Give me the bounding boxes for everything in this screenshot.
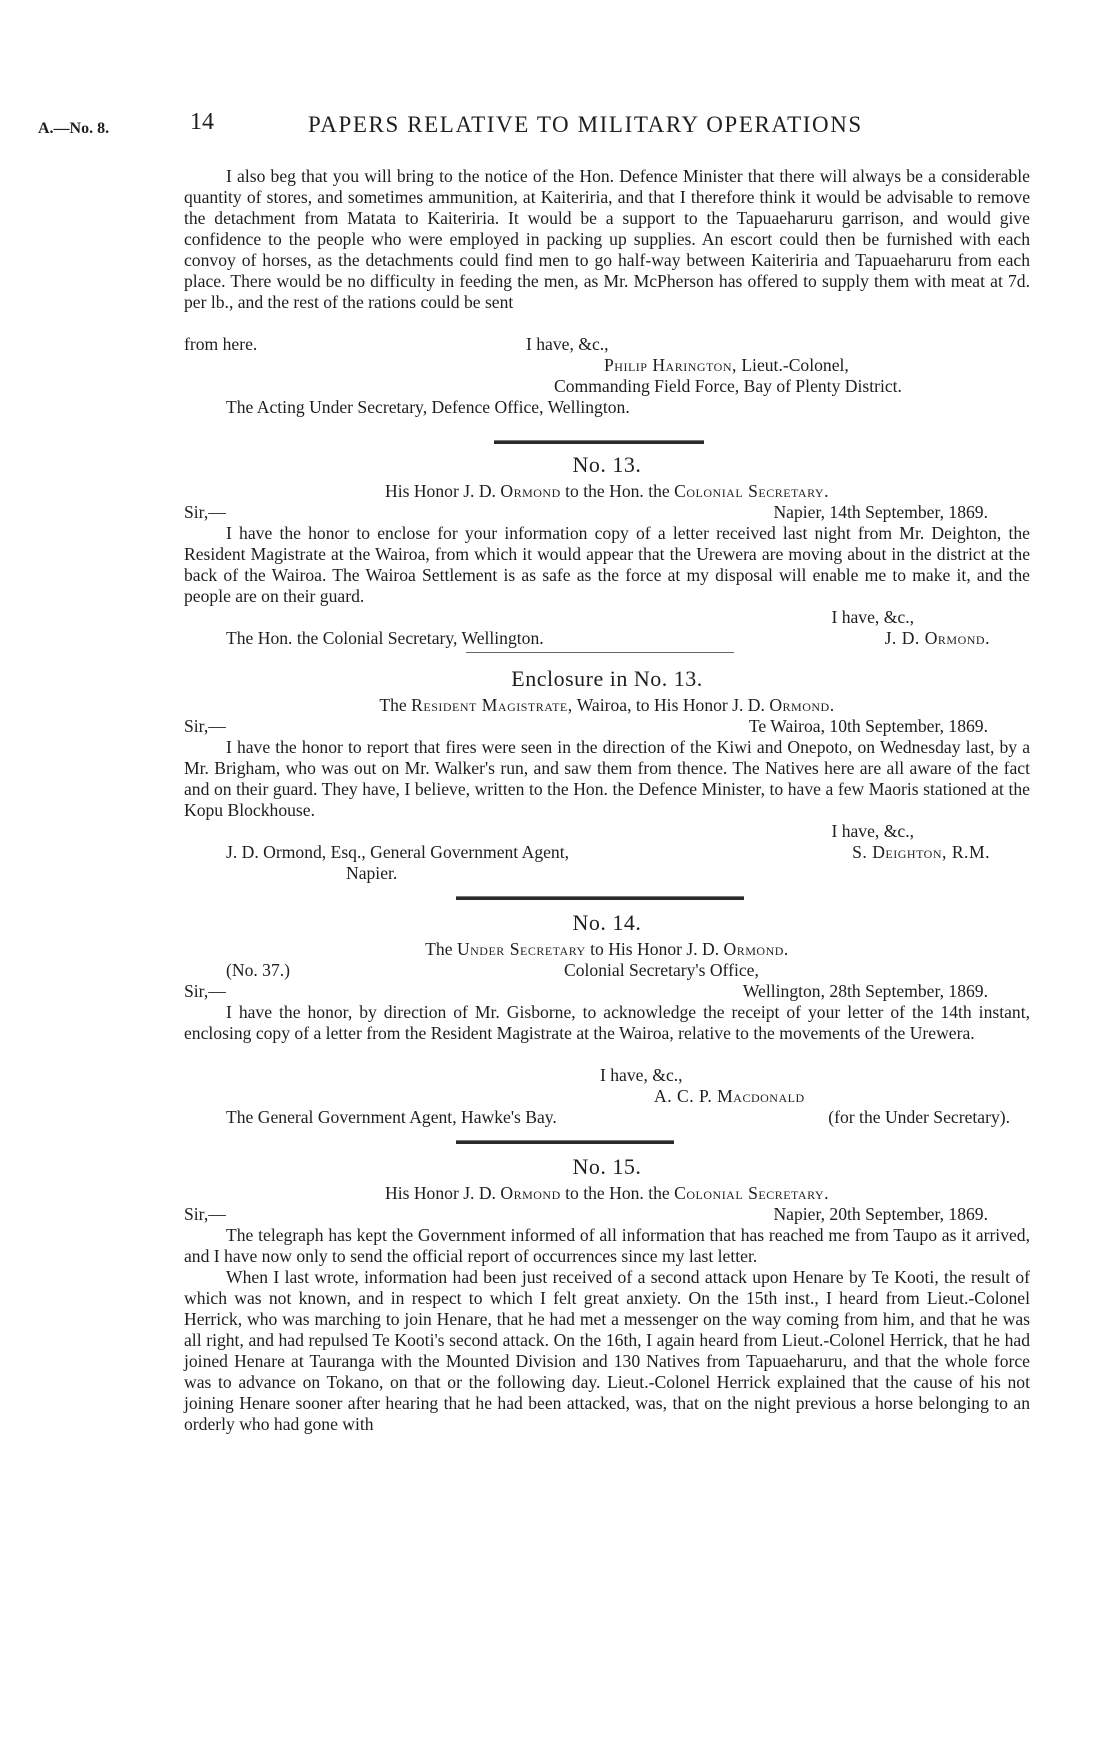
from-to-line: The Under Secretary to His Honor J. D. Ormond.: [425, 939, 789, 959]
letter-continuation: [184, 166, 1030, 417]
from-to-line: His Honor J. D. Ormond to the Hon. the Colonial Secretary.: [385, 1183, 829, 1203]
place-date: Wellington, 28th September, 1869.: [742, 981, 988, 1001]
section-heading: No. 15.: [572, 1154, 642, 1179]
section-divider: [494, 440, 704, 444]
paragraph: When I last wrote, information had been just received of a second attack upon Henare by Te Kooti, the result of which was not known, and in respect to which I felt great anxiety. On the 15th inst., I heard from Lieut.-Colonel Herrick, who was marching to join Henare, that he had met a messenger on the way coming from him, and that he was all right, and had repulsed Te Kooti's second attack. On the 16th, I again heard from Lieut.-Colonel Herrick, that he had joined Henare at Tauranga with the Mounted Division and 130 Natives from Tapuaeharuru, and that the whole force was to advance on Tokano, on that or the following day. Lieut.-Colonel Herrick explained that the cause of his not joining Henare sooner after hearing that he had been attacked, was, that on the night previous a horse belonging to an orderly who had gone with: [184, 1267, 1030, 1434]
salutation: Sir,—: [184, 1204, 226, 1224]
signature-note: (for the Under Secretary).: [828, 1107, 1010, 1127]
addressee: J. D. Ormond, Esq., General Government Agent,: [226, 842, 570, 862]
closing: I have, &c.,: [526, 334, 609, 354]
addressee: The General Government Agent, Hawke's Bay.: [226, 1107, 557, 1127]
place-date: Napier, 14th September, 1869.: [773, 502, 988, 522]
signature: A. C. P. Macdonald: [654, 1086, 805, 1106]
signature: Philip Harington, Lieut.-Colonel,: [604, 355, 849, 375]
paragraph: The telegraph has kept the Government informed of all information that has reached me from Taupo as it arrived, and I have now only to send the official report of occurrences since my last letter.: [184, 1225, 1030, 1266]
signature: J. D. Ormond.: [884, 628, 990, 648]
closing: I have, &c.,: [831, 607, 914, 627]
page-header: [38, 109, 1044, 142]
salutation: Sir,—: [184, 716, 226, 736]
paragraph-last-line: from here.: [184, 334, 258, 354]
section-divider: [456, 896, 744, 900]
place-date: Te Wairoa, 10th September, 1869.: [748, 716, 988, 736]
section-heading: No. 14.: [572, 910, 642, 935]
office: Colonial Secretary's Office,: [564, 960, 759, 980]
salutation: Sir,—: [184, 502, 226, 522]
addressee: The Acting Under Secretary, Defence Office, Wellington.: [226, 397, 630, 417]
place-date: Napier, 20th September, 1869.: [773, 1204, 988, 1224]
section-divider: [456, 1140, 674, 1144]
paragraph: I also beg that you will bring to the notice of the Hon. Defence Minister that there will always be a considerable quantity of stores, and sometimes ammunition, at Kaiteriria, and that I therefore think it would be advisable to remove the detachment from Matata to Kaiteriria. It would be a support to the Tapuaeharuru garrison, and would give confidence to the people who were employed in packing up supplies. An escort could then be furnished with each convoy of horses, as the detachments could find men to go half-way between Kaiteriria and Tapuaeharuru from each place. There would be no difficulty in feeding the men, as Mr. McPherson has offered to supply them with meat at 7d. per lb., and the rest of the rations could be sent: [184, 166, 1030, 312]
section-heading: No. 13.: [572, 452, 642, 477]
reference-number: (No. 37.): [226, 960, 291, 980]
closing: I have, &c.,: [600, 1065, 683, 1085]
addressee-place: Napier.: [346, 863, 398, 883]
paragraph: I have the honor to report that fires were seen in the direction of the Kiwi and Onepoto, on Wednesday last, by a Mr. Brigham, who was out on Mr. Walker's run, and saw them from thence. The Natives here are all aware of the fact and on their guard. They have, I believe, written to the Hon. the Defence Minister, to have a few Maoris stationed at the Kopu Blockhouse.: [184, 737, 1030, 820]
signature-title: Commanding Field Force, Bay of Plenty District.: [554, 376, 902, 396]
paragraph: I have the honor to enclose for your information copy of a letter received last night from Mr. Deighton, the Resident Magistrate at the Wairoa, from which it would appear that the Urewera are moving about in the district at the back of the Wairoa. The Wairoa Settlement is as safe as the force at my disposal will enable me to make it, and the people are on their guard.: [184, 523, 1030, 606]
from-to-line: His Honor J. D. Ormond to the Hon. the Colonial Secretary.: [385, 481, 829, 501]
signature: S. Deighton, R.M.: [852, 842, 990, 862]
paragraph: I have the honor, by direction of Mr. Gisborne, to acknowledge the receipt of your letter of the 14th instant, enclosing copy of a letter from the Resident Magistrate at the Wairoa, relative to the movements of the Urewera.: [184, 1002, 1030, 1043]
addressee: The Hon. the Colonial Secretary, Wellington.: [226, 628, 544, 648]
from-to-line: The Resident Magistrate, Wairoa, to His Honor J. D. Ormond.: [379, 695, 835, 715]
page-title: PAPERS RELATIVE TO MILITARY OPERATIONS: [308, 112, 863, 137]
document-reference: A.—No. 8.: [38, 120, 110, 137]
page-number: 14: [190, 109, 214, 135]
section-heading: Enclosure in No. 13.: [511, 666, 703, 691]
closing: I have, &c.,: [831, 821, 914, 841]
section-divider: [466, 652, 734, 653]
salutation: Sir,—: [184, 981, 226, 1001]
